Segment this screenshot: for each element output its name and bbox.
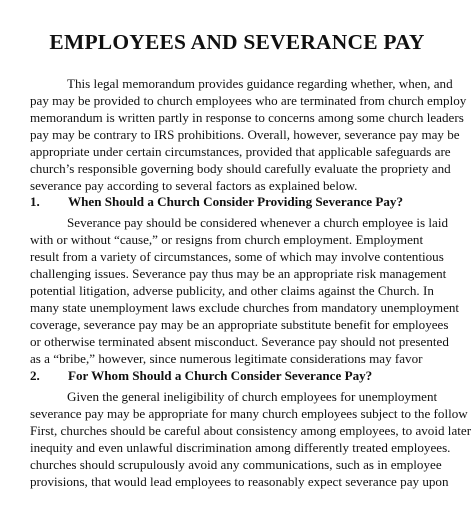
intro-line-2: pay may be provided to church employees who are terminated from church employ [30, 93, 467, 108]
section-1-line-8: or otherwise terminated absent misconduct. Severance pay should not presented [30, 334, 449, 349]
section-2-line-5: churches should scrupulously avoid any communications, such as in employee [30, 457, 442, 472]
section-1-number: 1. [30, 194, 40, 209]
section-1-line-1: Severance pay should be considered whenever a church employee is laid [67, 215, 449, 230]
section-1-line-7: coverage, severance pay may be an appropriate substitute benefit for employees [30, 317, 449, 332]
section-1-line-3: result from a variety of circumstances, some of which may involve contentious [30, 249, 444, 264]
section-1-line-9: as a “bribe,” however, since numerous legitimate considerations may favor [30, 351, 423, 366]
section-1-line-5: potential litigation, adverse publicity, and other claims against the Church. In [30, 283, 434, 298]
section-2-line-3: First, churches should be careful about consistency among employees, to avoid later [30, 423, 472, 438]
section-2-line-6: provisions, that would lead employees to reasonably expect severance pay upon [30, 474, 449, 489]
section-2-heading: For Whom Should a Church Consider Severance Pay? [68, 368, 373, 383]
intro-line-4: pay may be contrary to IRS prohibitions. Overall, however, severance pay may be [30, 127, 460, 142]
intro-line-1: This legal memorandum provides guidance regarding whether, when, and [67, 76, 453, 91]
section-1-line-4: challenging issues. Severance pay thus may be an appropriate risk management [30, 266, 447, 281]
intro-line-6: church’s responsible governing body should carefully evaluate the propriety and [30, 161, 451, 176]
section-2-number: 2. [30, 368, 40, 383]
document-title: EMPLOYEES AND SEVERANCE PAY [49, 30, 425, 54]
intro-line-7: severance pay according to several factors as explained below. [30, 178, 358, 193]
section-1-line-6: many state unemployment laws exclude churches from mandatory unemployment [30, 300, 460, 315]
section-2-line-2: severance pay may be appropriate for many church employees subject to the follow [30, 406, 468, 421]
section-1-line-2: with or without “cause,” or resigns from church employment. Employment [30, 232, 424, 247]
section-1-heading: When Should a Church Consider Providing Severance Pay? [68, 194, 404, 209]
section-2-line-1: Given the general ineligibility of church employees for unemployment [67, 389, 438, 404]
intro-line-3: memorandum is written partly in response to concerns among some church leaders [30, 110, 464, 125]
intro-line-5: appropriate under certain circumstances, provided that applicable safeguards are [30, 144, 451, 159]
section-2-line-4: inequity and even unlawful discrimination among differently treated employees. [30, 440, 451, 455]
